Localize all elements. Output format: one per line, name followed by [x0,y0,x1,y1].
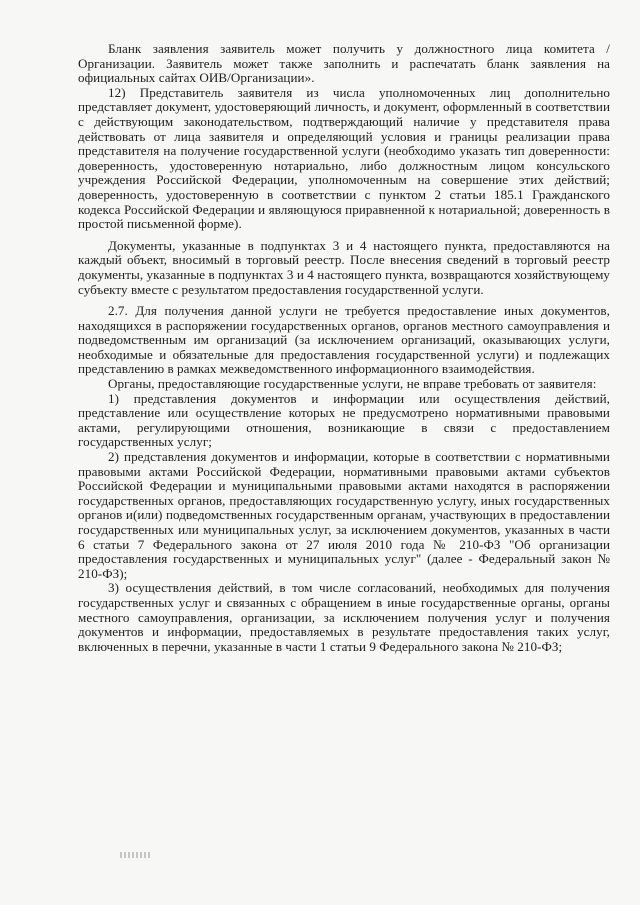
paragraph-blank-form: Бланк заявления заявитель может получить у должностного лица комитета /Организации. Заявитель может также заполнить и распечатать бланк заявления на официальных сайтах ОИВ/Организации». [78,41,610,86]
paragraph-organs-intro: Органы, предоставляющие государственные услуги, не вправе требовать от заявителя: [108,376,597,392]
paragraph-list-item-3: 3) осуществления действий, в том числе согласований, необходимых для получения государственных услуг и связанных с обращением в иные государственные органы, органы местного самоуправления, организации, за исключением получения услуг и получения документов и информации, предоставляемых в результате предоставления таких услуг, включенных в перечни, указанные в части 1 статьи 9 Федерального закона № 210-ФЗ; [78,580,610,654]
paragraph-item-12: 12) Представитель заявителя из числа уполномоченных лиц дополнительно представляет документ, удостоверяющий личность, и документ, оформленный в соответствии с действующим законодательством, подтверждающий наличие у представителя права действовать от лица заявителя и определяющий условия и границы реализации права представителя на получение государственной услуги (необходимо указать тип доверенности: доверенность, удостоверенную нотариально, либо должностным лицом консульского учреждения Российской Федерации, уполномоченным на совершение этих действий; доверенность, удостоверенную в соответствии с пунктом 2 статьи 185.1 Гражданского кодекса Российской Федерации и являющуюся приравненной к нотариальной; доверенность в простой письменной форме). [78,84,610,232]
paragraph-2-7: 2.7. Для получения данной услуги не требуется предоставление иных документов, находящихся в распоряжении государственных органов, органов местного самоуправления и подведомственным им организаций (за исключением организаций, оказывающих услуги, необходимые и обязательные для предоставления государственной услуги) и подлежащих представлению в рамках межведомственного информационного взаимодействия. [78,303,610,377]
paragraph-documents-3-4: Документы, указанные в подпунктах 3 и 4 настоящего пункта, предоставляются на каждый объект, вносимый в торговый реестр. После внесения сведений в торговый реестр документы, указанные в подпунктах 3 и 4 настоящего пункта, возвращаются хозяйствующему субъекту вместе с результатом предоставления государственной услуги. [78,237,610,297]
scan-artifact [120,852,150,858]
paragraph-list-item-1: 1) представления документов и информации или осуществления действий, представление или осуществление которых не предусмотрено нормативными правовыми актами, регулирующими отношения, возникающие в связи с предоставлением государственных услуг; [78,390,610,450]
paragraph-list-item-2: 2) представления документов и информации, которые в соответствии с нормативными правовыми актами Российской Федерации, нормативными правовыми актами субъектов Российской Федерации и муниципальными правовыми актами находятся в распоряжении государственных органов, предоставляющих государственную услугу, иных государственных органов и(или) подведомственных государственным органам, участвующих в предоставлении государственных или муниципальных услуг, за исключением документов, указанных в части 6 статьи 7 Федерального закона от 27 июля 2010 года № 210-ФЗ "Об организации предоставления государственных и муниципальных услуг" (далее - Федеральный закон № 210-ФЗ); [78,449,610,581]
